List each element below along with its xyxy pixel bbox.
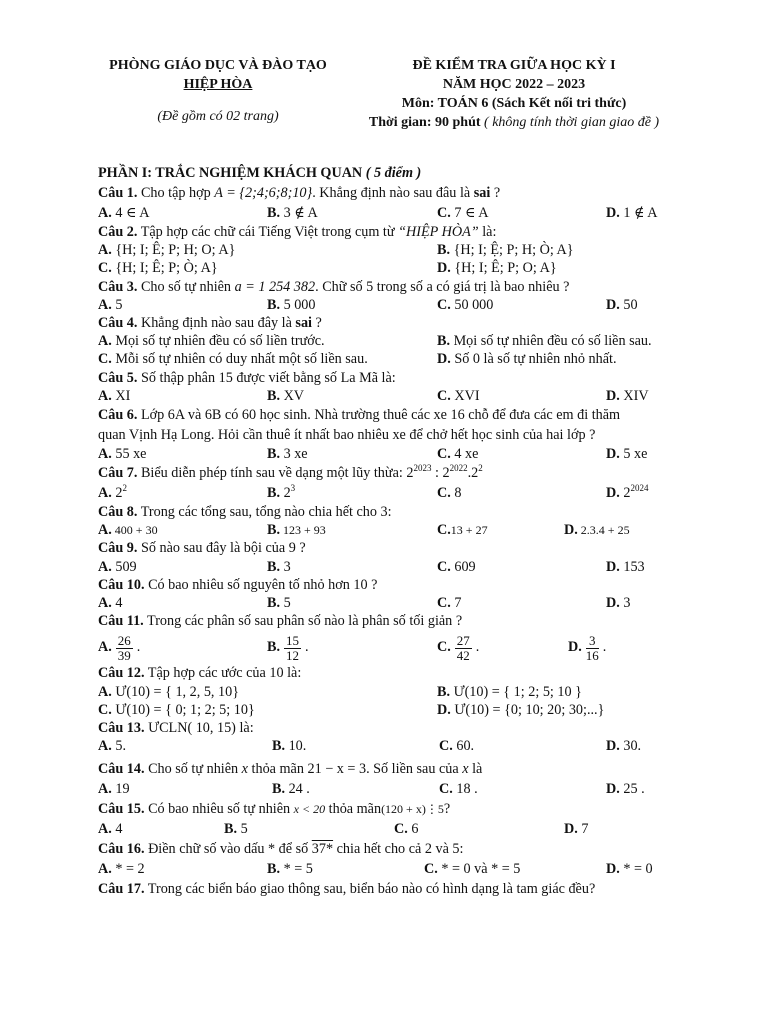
option-a: A. 4: [98, 595, 123, 611]
option-a: A. Ư(10) = { 1, 2, 5, 10}: [98, 683, 239, 700]
question-15-options: [98, 819, 678, 839]
option-c: C. 7 ∈ A: [437, 205, 489, 221]
option-a: A. 4: [98, 821, 123, 838]
option-a: A. $\frac{26}{39}$ .: [98, 632, 141, 663]
option-c: C. Mỗi số tự nhiên có duy nhất một số liền sau.: [98, 351, 368, 368]
option-c: C. Ư(10) = { 0; 1; 2; 5; 10}: [98, 701, 255, 718]
option-a: A. 509: [98, 558, 137, 575]
option-b: B. 3: [267, 558, 291, 575]
question-6-options: [98, 445, 678, 463]
option-b: B. 3 ∉ A: [267, 205, 318, 221]
option-d: D. 153: [606, 558, 645, 575]
question-1: Câu 1. Cho tập hợp A = {2;4;6;8;10}. Khẳng định nào sau đâu là sai ?: [98, 185, 501, 201]
option-b: B. $\frac{15}{12}$ .: [267, 632, 309, 663]
option-a: A. XI: [98, 387, 131, 404]
option-b: B. {H; I; Ệ; P; H; Ò; A}: [437, 242, 574, 259]
page-count-note: (Đề gồm có 02 trang): [157, 109, 279, 124]
option-a: A. 5: [98, 296, 123, 313]
question-11-options: [98, 630, 678, 664]
option-a: A. {H; I; Ê; P; H; O; A}: [98, 242, 236, 259]
question-8: Câu 8. Trong các tổng sau, tổng nào chia hết cho 3:: [98, 504, 392, 521]
option-b: B. * = 5: [267, 861, 313, 878]
option-b: B. Ư(10) = { 1; 2; 5; 10 }: [437, 683, 582, 700]
option-a: A. * = 2: [98, 861, 145, 878]
option-b: B. 3 xe: [267, 445, 308, 462]
question-16-options: [98, 859, 678, 879]
option-d: D. Ư(10) = {0; 10; 20; 30;...}: [437, 701, 605, 718]
option-c: C. 8: [437, 485, 462, 502]
district-name: HIỆP HÒA: [183, 77, 253, 92]
question-9-options: [98, 558, 678, 576]
question-4-options-row1: [98, 332, 678, 350]
exam-header: [0, 56, 768, 136]
question-12-options-row2: [98, 701, 678, 719]
option-b: B. XV: [267, 387, 305, 404]
question-4: Câu 4. Khẳng định nào sau đây là sai ?: [98, 314, 322, 331]
option-c: C. 50 000: [437, 296, 494, 313]
question-16: Câu 16. Điền chữ số vào dấu * để số 37* chia hết cho cả 2 và 5:: [98, 841, 464, 858]
option-d: D. 30.: [606, 738, 642, 755]
option-d: D. * = 0: [606, 861, 653, 878]
option-a: A. 400 + 30: [98, 522, 158, 539]
department-name: PHÒNG GIÁO DỤC VÀ ĐÀO TẠO: [109, 58, 327, 73]
question-1-options: [98, 203, 678, 223]
option-c: C. 609: [437, 558, 476, 575]
question-13: Câu 13. ƯCLN( 10, 15) là:: [98, 719, 254, 736]
option-c: C. $\frac{27}{42}$ .: [437, 632, 480, 663]
question-3: Câu 3. Cho số tự nhiên a = 1 254 382. Chữ số 5 trong số a có giá trị là bao nhiêu ?: [98, 278, 570, 295]
option-b: B. 5: [224, 821, 248, 838]
fraction: $\frac{27}{42}$: [456, 632, 470, 663]
question-2: Câu 2. Tập hợp các chữ cái Tiếng Việt trong cụm từ “HIỆP HÒA” là:: [98, 224, 497, 240]
option-c: C. 6: [394, 821, 419, 838]
header-right: [360, 56, 668, 132]
option-b: B. 10.: [272, 738, 307, 755]
option-b: B. Mọi số tự nhiên đều có số liền sau.: [437, 333, 652, 350]
fraction: $\frac{15}{12}$: [286, 632, 300, 663]
option-c: C. 4 xe: [437, 445, 479, 462]
option-d: D. XIV: [606, 387, 649, 404]
question-12-options-row1: [98, 683, 678, 701]
option-a: A. Mọi số tự nhiên đều có số liền trước.: [98, 333, 325, 350]
option-a: A. $2^2$: [98, 483, 127, 502]
header-left: [98, 56, 338, 126]
option-d: D. $2^{2024}$: [606, 483, 649, 502]
option-d: D. 7: [564, 821, 589, 838]
option-a: A. 19: [98, 781, 130, 798]
question-10-options: [98, 594, 678, 612]
option-d: D. 5 xe: [606, 445, 648, 462]
fraction: $\frac{3}{16}$: [585, 632, 599, 663]
question-6: Câu 6. Lớp 6A và 6B có 60 học sinh. Nhà trường thuê các xe 16 chỗ để đưa các em đi thăm: [98, 406, 621, 423]
question-7-options: [98, 483, 678, 503]
fraction: $\frac{26}{39}$: [117, 632, 131, 663]
question-3-options: [98, 296, 678, 314]
time-line: Thời gian: 90 phút ( không tính thời gian giao đề ): [368, 115, 660, 130]
section-title: PHẦN I: TRẮC NGHIỆM KHÁCH QUAN ( 5 điểm ): [98, 165, 422, 181]
option-c: C. 60.: [439, 738, 475, 755]
option-c: C. * = 0 và * = 5: [424, 861, 521, 878]
option-c: C. 7: [437, 595, 462, 611]
option-b: B. 24 .: [272, 781, 310, 798]
option-b: B. 5 000: [267, 296, 316, 313]
question-5: Câu 5. Số thập phân 15 được viết bằng số La Mã là:: [98, 369, 396, 386]
question-2-options-row1: [98, 241, 678, 259]
option-c: C. XVI: [437, 387, 480, 404]
option-d: D. 3: [606, 595, 631, 611]
question-17: Câu 17. Trong các biển báo giao thông sau, biển báo nào có hình dạng là tam giác đều?: [98, 881, 596, 898]
school-year: NĂM HỌC 2022 – 2023: [442, 77, 586, 92]
option-a: A. 4 ∈ A: [98, 205, 150, 221]
question-5-options: [98, 387, 678, 405]
option-c: C. {H; I; Ê; P; Ò; A}: [98, 260, 218, 277]
option-b: B. 123 + 93: [267, 522, 326, 539]
question-12: Câu 12. Tập hợp các ước của 10 là:: [98, 665, 302, 682]
question-13-options: [98, 737, 678, 755]
question-9: Câu 9. Số nào sau đây là bội của 9 ?: [98, 540, 306, 557]
option-b: B. $2^3$: [267, 483, 296, 502]
question-15: Câu 15. Có bao nhiêu số tự nhiên x < 20 thỏa mãn(120 + x)⋮5?: [98, 801, 451, 818]
question-11: Câu 11. Trong các phân số sau phân số nào là phân số tối giản ?: [98, 613, 463, 630]
option-c: C.13 + 27: [437, 522, 488, 539]
question-7: Câu 7. Biểu diễn phép tính sau về dạng một lũy thừa: $2^{2023}$ : $2^{2022}.2^2$: [98, 463, 483, 482]
question-4-options-row2: [98, 350, 678, 368]
option-a: A. 55 xe: [98, 445, 147, 462]
option-d: D. 1 ∉ A: [606, 205, 658, 221]
option-d: D. Số 0 là số tự nhiên nhỏ nhất.: [437, 351, 617, 368]
option-d: D. 50: [606, 296, 638, 313]
option-d: D. {H; I; Ê; P; O; A}: [437, 260, 557, 277]
question-6-cont: quan Vịnh Hạ Long. Hỏi cần thuê ít nhất bao nhiêu xe để chở hết học sinh của hai lớp ?: [98, 426, 596, 443]
question-14: Câu 14. Cho số tự nhiên x thỏa mãn 21 − x = 3. Số liền sau của x là: [98, 761, 483, 778]
question-2-options-row2: [98, 259, 678, 277]
option-d: D. 2.3.4 + 25: [564, 522, 630, 539]
option-a: A. 5.: [98, 738, 126, 755]
exam-body: [98, 163, 678, 899]
question-10: Câu 10. Có bao nhiêu số nguyên tố nhỏ hơn 10 ?: [98, 576, 378, 593]
question-8-options: [98, 521, 678, 539]
option-c: C. 18 .: [439, 781, 478, 798]
option-b: B. 5: [267, 595, 291, 611]
exam-title: ĐỀ KIỂM TRA GIỮA HỌC KỲ I: [412, 58, 616, 73]
question-14-options: [98, 779, 678, 799]
subject-line: Môn: TOÁN 6 (Sách Kết nối tri thức): [401, 96, 627, 111]
option-d: D. $\frac{3}{16}$ .: [568, 632, 607, 663]
option-d: D. 25 .: [606, 781, 645, 798]
